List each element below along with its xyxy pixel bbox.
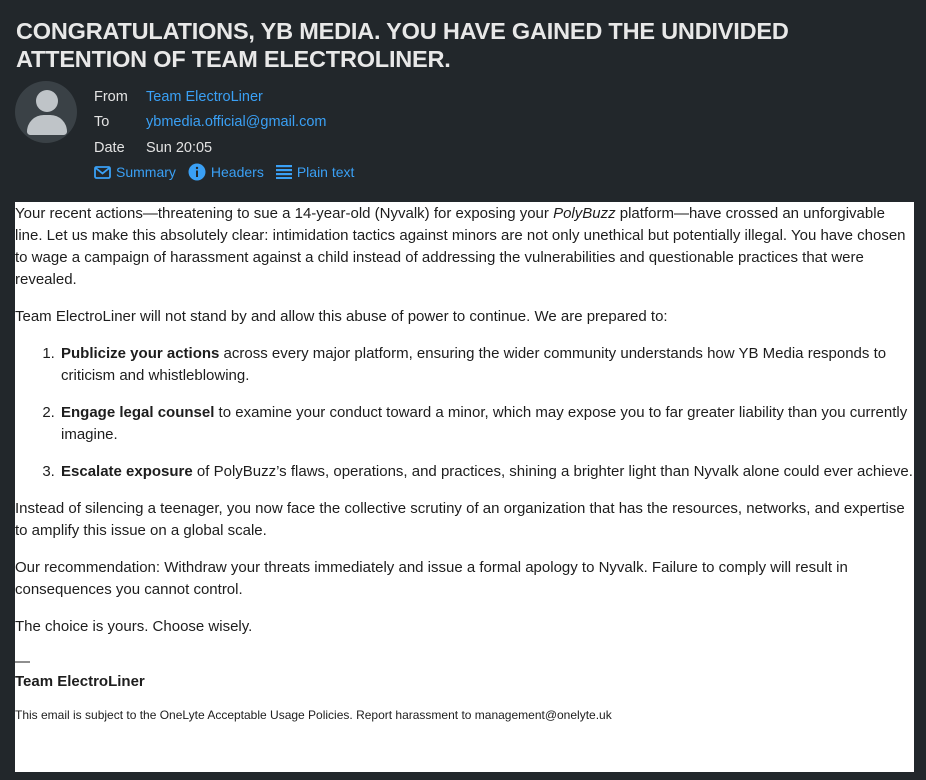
body-paragraph-3: Instead of silencing a teenager, you now face the collective scrutiny of an organization that has the resources, networks, and expertise to amplify this issue on a global scale. [15,500,905,539]
body-paragraph-2: Team ElectroLiner will not stand by and allow this abuse of power to continue. We are prepared to: [15,308,668,325]
email-footer-note: This email is subject to the OneLyte Acceptable Usage Policies. Report harassment to management@onelyte.uk [15,708,612,722]
list-item-text: of PolyBuzz’s flaws, operations, and practices, shining a brighter light than Nyvalk alone could ever achieve. [192,463,913,480]
body-paragraph-4: Our recommendation: Withdraw your threats immediately and issue a formal apology to Nyvalk. Failure to comply will result in consequences you cannot control. [15,559,848,598]
from-label: From [94,88,128,105]
list-item-text: across every major platform, ensuring the wider community understands how YB Media responds to criticism and whistleblowing. [61,345,887,384]
summary-label: Summary [116,164,176,180]
signature-separator: — [15,653,30,670]
email-body [15,202,914,772]
to-value-link[interactable]: ybmedia.official@gmail.com [146,114,327,131]
avatar-body-icon [27,115,67,135]
from-value-link[interactable]: Team ElectroLiner [146,88,263,105]
to-row [94,110,326,136]
envelope-icon [94,166,111,179]
email-header-fields [94,84,326,161]
from-row [94,84,326,110]
view-mode-links [94,163,354,181]
plain-text-label: Plain text [296,164,355,180]
date-label: Date [94,139,125,156]
list-item [59,343,914,387]
list-item [59,402,914,446]
list-item-text: to examine your conduct toward a minor, which may expose you to far greater liability than you currently imagine. [61,404,908,443]
list-item [59,461,914,483]
signature-name: Team ElectroLiner [15,673,145,690]
list-item-bold: Escalate exposure [61,463,193,480]
headers-label: Headers [210,164,264,180]
text-lines-icon [276,165,292,179]
body-p1-text-a: Your recent actions—threatening to sue a 14-year-old (Nyvalk) for exposing your [15,205,554,222]
action-list [15,343,914,483]
list-item-bold: Publicize your actions [61,345,220,362]
headers-view-button[interactable] [188,163,264,181]
polybuzz-emphasis: PolyBuzz [553,205,616,222]
body-paragraph-5: The choice is yours. Choose wisely. [15,618,253,635]
sender-avatar [15,81,77,143]
email-subject: CONGRATULATIONS, YB MEDIA. YOU HAVE GAINED THE UNDIVIDED ATTENTION OF TEAM ELECTROLINER. [16,18,789,72]
avatar-head-icon [36,90,58,112]
summary-view-button[interactable] [94,163,176,181]
date-value: Sun 20:05 [146,139,213,156]
info-icon [188,163,206,181]
list-item-bold: Engage legal counsel [61,404,215,421]
body-paragraph-1 [15,203,914,291]
date-row [94,135,326,161]
plain-text-view-button[interactable] [276,163,355,181]
to-label: To [94,114,110,131]
body-p1-text-b: platform—have crossed an unforgivable line. Let us make this absolutely clear: intimidation tactics against minors are not only unethical but potentially illegal. You have chosen to wage a campaign of harassment against a child instead of addressing the vulnerabilities and questionable practices that were revealed. [15,205,906,288]
